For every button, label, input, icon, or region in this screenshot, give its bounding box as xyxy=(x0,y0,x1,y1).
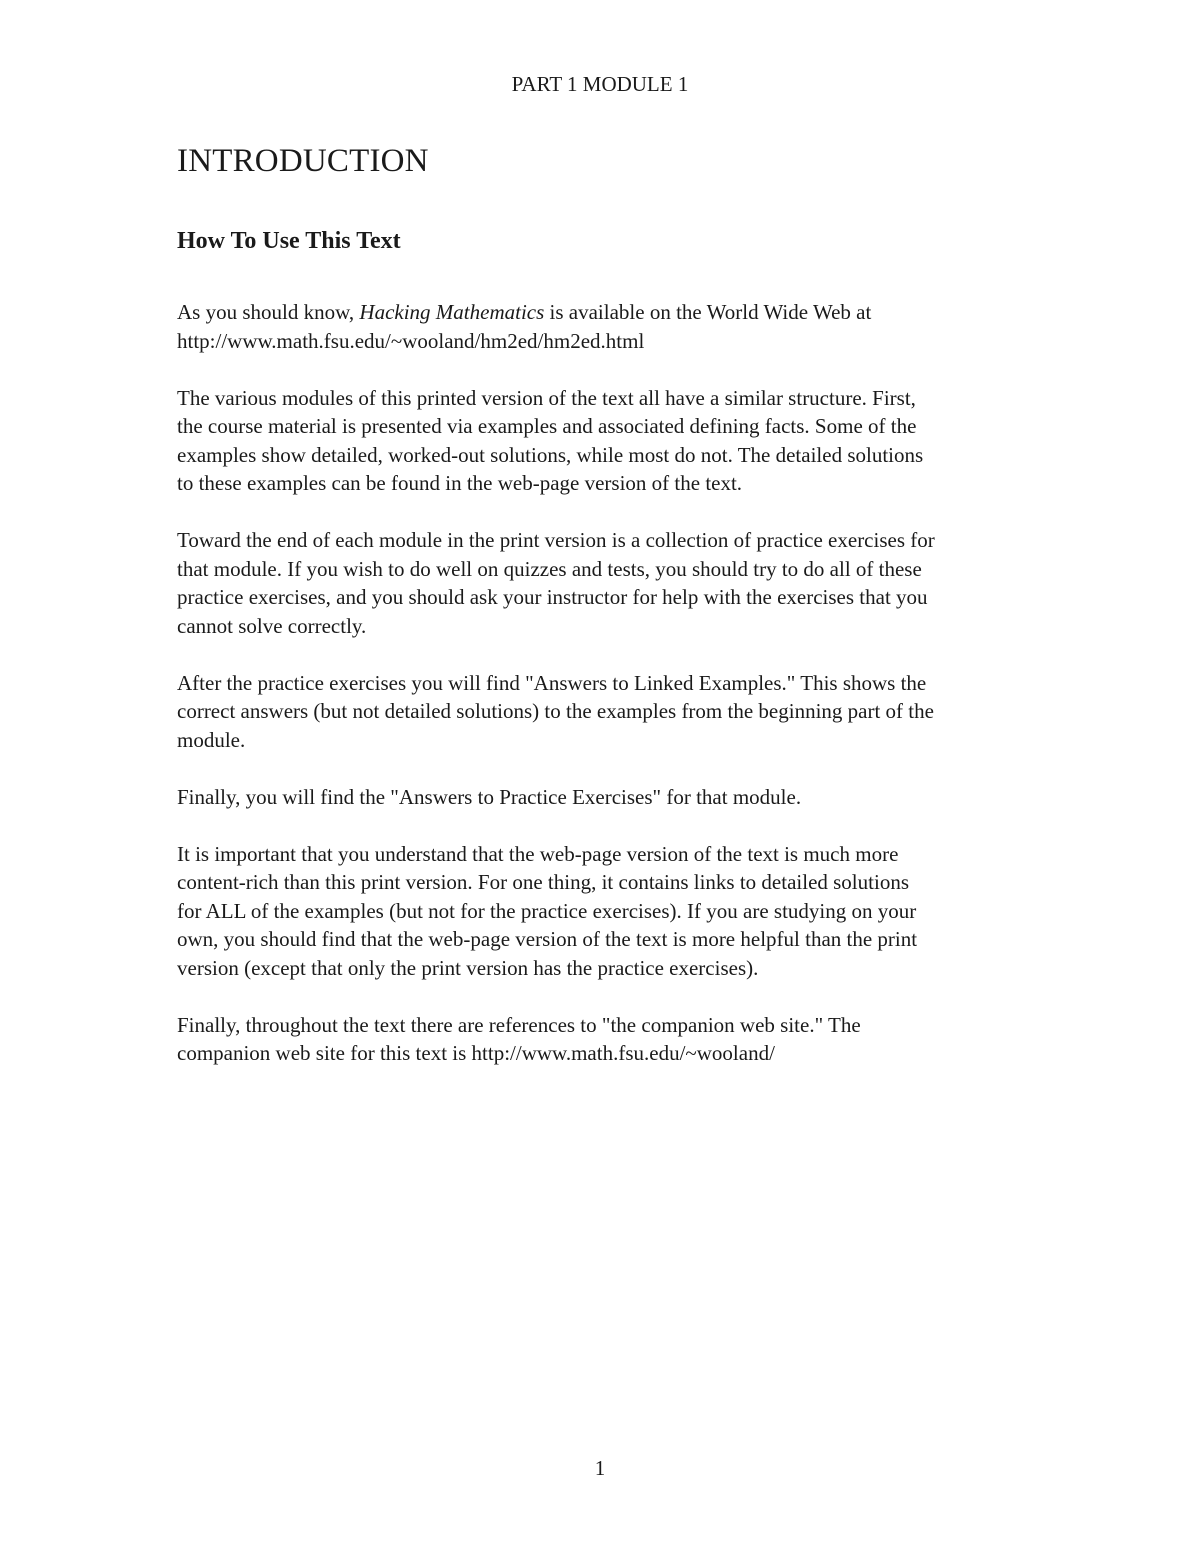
intro-url: http://www.math.fsu.edu/~wooland/hm2ed/hm2ed.html xyxy=(177,328,645,353)
text-line: The various modules of this printed version of the text all have a similar structure. First, xyxy=(177,385,916,410)
text-line: content-rich than this print version. For one thing, it contains links to detailed solutions xyxy=(177,870,909,894)
intro-line xyxy=(177,298,1037,327)
text-line: that module. If you wish to do well on quizzes and tests, you should try to do all of these xyxy=(177,556,922,581)
intro-prefix: As you should know, xyxy=(177,300,360,324)
text-line: the course material is presented via examples and associated defining facts. Some of the xyxy=(177,414,917,438)
body-paragraphs xyxy=(177,384,1037,1068)
section-title: How To Use This Text xyxy=(177,228,401,254)
text-line: to these examples can be found in the web-page version of the text. xyxy=(177,471,743,495)
text-line: It is important that you understand that the web-page version of the text is much more xyxy=(177,841,899,866)
body-paragraph xyxy=(177,526,1037,640)
text-line: After the practice exercises you will find "Answers to Linked Examples." This shows the xyxy=(177,670,927,695)
page-title: INTRODUCTION xyxy=(177,143,429,179)
text-line: companion web site for this text is http://www.math.fsu.edu/~wooland/ xyxy=(177,1041,775,1065)
text-line: examples show detailed, worked-out solutions, while most do not. The detailed solutions xyxy=(177,442,924,467)
body-paragraph xyxy=(177,783,1037,812)
book-title: Hacking Mathematics xyxy=(359,300,545,324)
text-line: own, you should find that the web-page version of the text is more helpful than the print xyxy=(177,927,918,951)
text-line: Finally, you will find the "Answers to Practice Exercises" for that module. xyxy=(177,784,802,809)
text-line: correct answers (but not detailed solutions) to the examples from the beginning part of the xyxy=(177,699,934,723)
running-head: PART 1 MODULE 1 xyxy=(511,72,689,96)
body-paragraph xyxy=(177,1011,1037,1068)
page-content xyxy=(177,140,1037,1068)
text-line: Toward the end of each module in the print version is a collection of practice exercises for xyxy=(177,528,935,552)
page-number: 1 xyxy=(594,1456,606,1480)
body-paragraph xyxy=(177,840,1037,983)
text-line: cannot solve correctly. xyxy=(177,613,367,638)
body-paragraph xyxy=(177,669,1037,755)
body-paragraph xyxy=(177,384,1037,498)
text-line: for ALL of the examples (but not for the practice exercises). If you are studying on your xyxy=(177,898,917,923)
intro-suffix: is available on the World Wide Web at xyxy=(544,300,872,324)
text-line: Finally, throughout the text there are references to "the companion web site." The xyxy=(177,1012,861,1037)
text-line: module. xyxy=(177,727,246,752)
text-line: version (except that only the print version has the practice exercises). xyxy=(177,955,759,980)
intro-paragraph xyxy=(177,298,1037,355)
text-line: practice exercises, and you should ask your instructor for help with the exercises that you xyxy=(177,585,928,609)
